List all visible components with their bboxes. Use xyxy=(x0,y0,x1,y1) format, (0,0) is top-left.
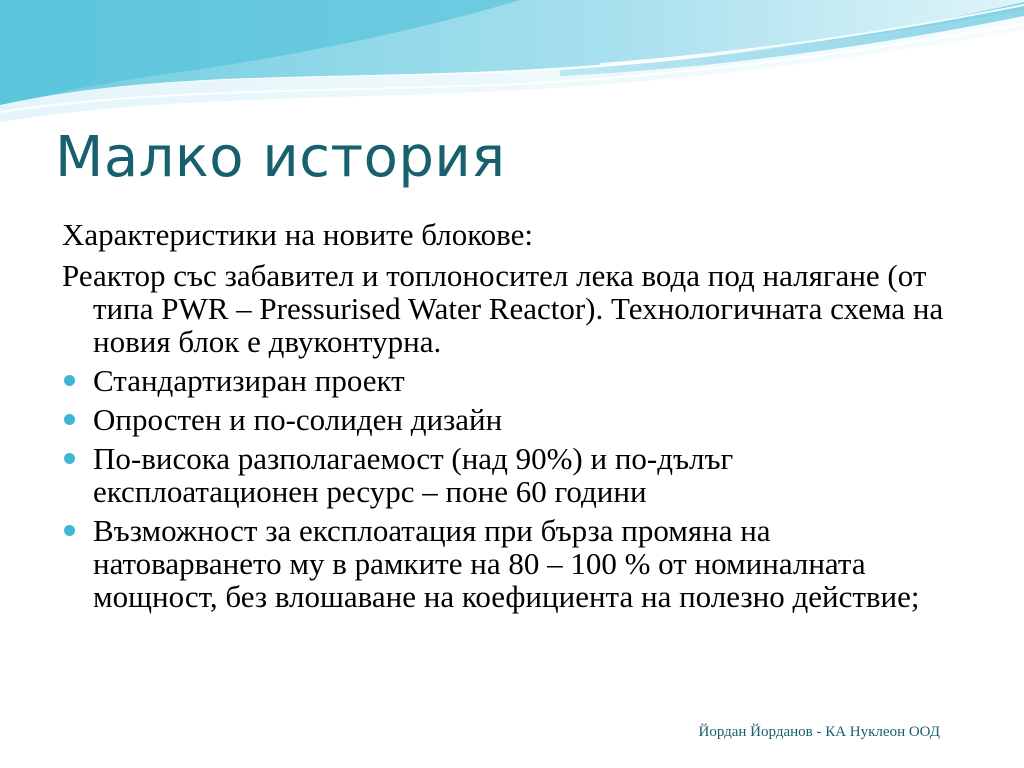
bullet-item xyxy=(62,364,962,397)
intro-text: Характеристики на новите блокове: xyxy=(62,217,534,252)
bullet-text: Възможност за експлоатация при бърза промяна на натоварването му в рамките на 80 – 100 % от номиналната мощност, без влошаване на коефициента на полезно действие; xyxy=(93,513,920,614)
bullet-item xyxy=(62,442,962,508)
bullet-dot-icon xyxy=(64,375,75,386)
bullet-text: По-висока разполагаемост (над 90%) и по-дълъг експлоатационен ресурс – поне 60 години xyxy=(93,441,734,509)
bullet-item xyxy=(62,514,962,613)
bullet-text: Стандартизиран проект xyxy=(93,363,405,398)
bullet-text: Опростен и по-солиден дизайн xyxy=(93,402,503,437)
bullet-item xyxy=(62,403,962,436)
bullet-list xyxy=(62,364,962,613)
bullet-dot-icon xyxy=(64,525,75,536)
slide-footer: Йордан Йорданов - КА Нуклеон ООД xyxy=(698,724,940,740)
reactor-paragraph: Реактор със забавител и топлоносител лека вода под налягане (от типа PWR – Pressurised Water Reactor). Технологичната схема на новия блок е двуконтурна. xyxy=(62,258,944,359)
bullet-dot-icon xyxy=(64,414,75,425)
bullet-dot-icon xyxy=(64,453,75,464)
slide-content xyxy=(62,218,962,619)
slide-title: Малко история xyxy=(55,125,506,190)
header-wave-decoration xyxy=(0,0,1024,140)
